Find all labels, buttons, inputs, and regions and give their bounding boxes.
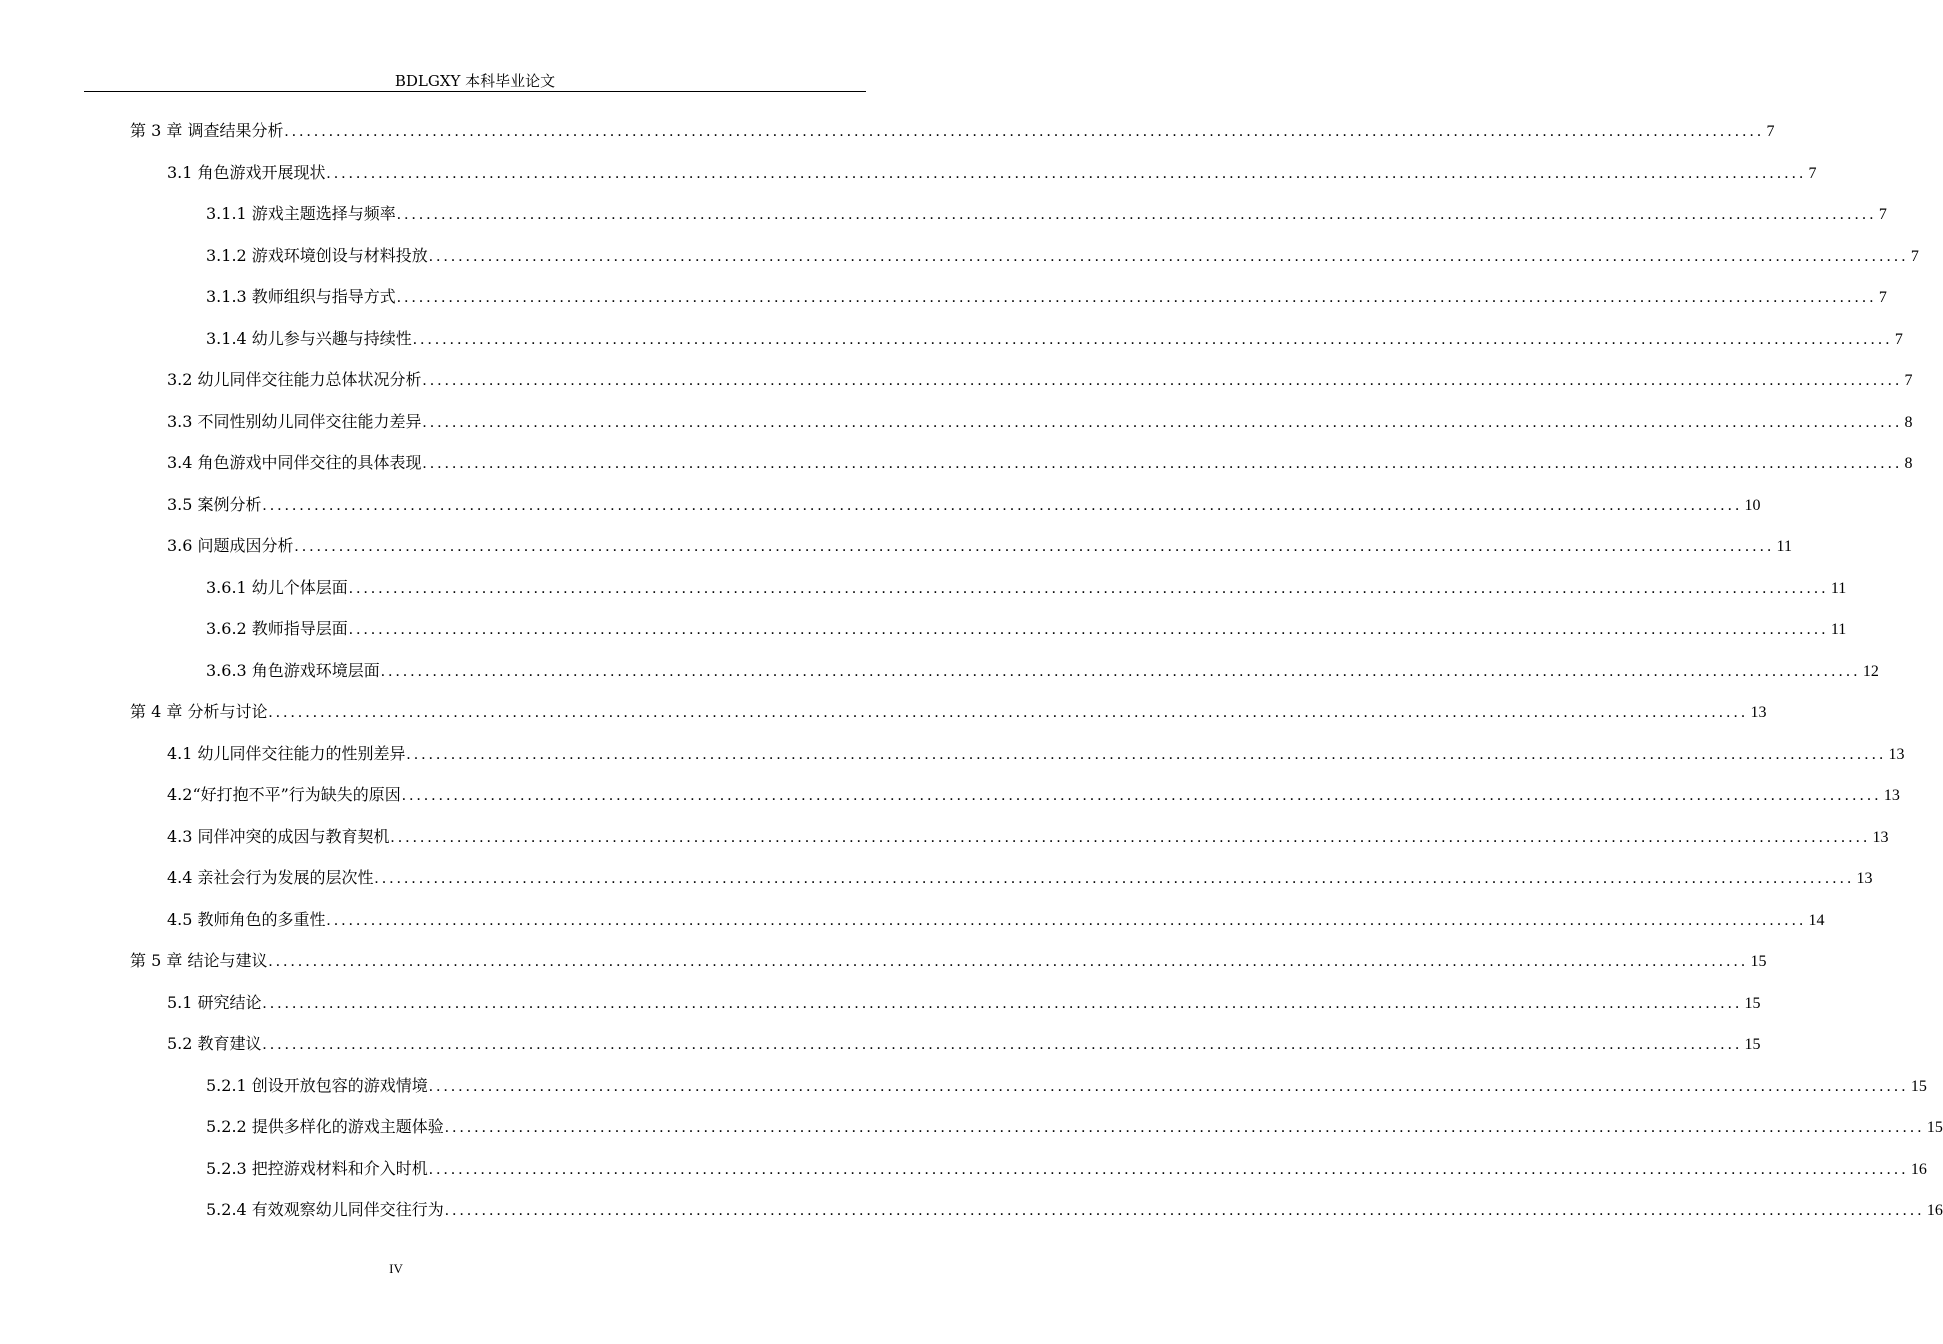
toc-entry[interactable]: [167, 1032, 1761, 1056]
toc-entry[interactable]: [167, 161, 1817, 185]
toc-entry-title: 5.2.2 提供多样化的游戏主题体验: [206, 1117, 444, 1136]
toc-leader-dots: ........................................................................................................................................................................................................: [428, 1160, 1909, 1178]
toc-entry-page: 11: [1830, 579, 1847, 597]
toc-leader-dots: ........................................................................................................................................................................................................: [262, 994, 1743, 1012]
toc-leader-dots: ........................................................................................................................................................................................................: [284, 123, 1765, 140]
toc-entry-page: 15: [1744, 994, 1761, 1012]
toc-entry-title: 3.2 幼儿同伴交往能力总体状况分析: [167, 370, 422, 389]
toc-entry-page: 12: [1862, 662, 1879, 680]
toc-entry[interactable]: [206, 1157, 1927, 1181]
toc-entry[interactable]: [167, 742, 1905, 766]
toc-entry[interactable]: [206, 1198, 1943, 1222]
toc-leader-dots: ........................................................................................................................................................................................................: [348, 579, 1829, 597]
header-rule: [84, 91, 866, 92]
toc-entry-page: 7: [1878, 206, 1887, 223]
toc-entry-title: 5.2 教育建议: [167, 1034, 262, 1053]
toc-leader-dots: ........................................................................................................................................................................................................: [444, 1202, 1925, 1219]
toc-entry-title: 3.6 问题成因分析: [167, 536, 294, 555]
toc-entry-title: 3.4 角色游戏中同伴交往的具体表现: [167, 453, 422, 472]
toc-leader-dots: ........................................................................................................................................................................................................: [374, 870, 1855, 887]
toc-entry-title: 4.1 幼儿同伴交往能力的性别差异: [167, 743, 406, 763]
toc-entry-page: 15: [1750, 953, 1767, 970]
toc-entry-page: 13: [1750, 704, 1767, 721]
toc-entry[interactable]: [206, 1115, 1943, 1139]
toc-entry[interactable]: [206, 202, 1887, 226]
toc-entry-page: 13: [1856, 870, 1873, 887]
toc-entry-title: 5.1 研究结论: [167, 992, 262, 1012]
toc-entry[interactable]: [167, 783, 1900, 807]
toc-leader-dots: ........................................................................................................................................................................................................: [401, 787, 1882, 804]
toc-leader-dots: ........................................................................................................................................................................................................: [412, 330, 1893, 348]
toc-entry-title: 第 5 章 结论与建议: [130, 951, 268, 970]
toc-leader-dots: ........................................................................................................................................................................................................: [262, 1036, 1743, 1053]
toc-entry-page: 16: [1926, 1202, 1943, 1219]
toc-entry[interactable]: [167, 866, 1873, 890]
toc-leader-dots: ........................................................................................................................................................................................................: [428, 1077, 1909, 1095]
toc-entry-title: 4.4 亲社会行为发展的层次性: [167, 868, 374, 887]
toc-entry[interactable]: [206, 1074, 1927, 1098]
toc-leader-dots: ........................................................................................................................................................................................................: [294, 538, 1775, 555]
toc-entry-page: 15: [1910, 1077, 1927, 1095]
toc-leader-dots: ........................................................................................................................................................................................................: [444, 1119, 1925, 1136]
toc-entry-page: 8: [1904, 413, 1913, 431]
toc-entry-title: 5.2.1 创设开放包容的游戏情境: [206, 1075, 428, 1095]
toc-entry-page: 11: [1776, 538, 1792, 555]
toc-entry-page: 15: [1744, 1036, 1761, 1053]
toc-leader-dots: ........................................................................................................................................................................................................: [396, 289, 1877, 306]
toc-entry-title: 3.5 案例分析: [167, 494, 262, 514]
toc-entry[interactable]: [206, 327, 1903, 351]
toc-entry[interactable]: [167, 908, 1825, 932]
toc-entry-page: 16: [1910, 1160, 1927, 1178]
toc-leader-dots: ........................................................................................................................................................................................................: [268, 704, 1749, 721]
toc-leader-dots: ........................................................................................................................................................................................................: [390, 828, 1871, 846]
toc-entry[interactable]: [167, 825, 1889, 849]
toc-leader-dots: ........................................................................................................................................................................................................: [348, 621, 1829, 638]
toc-entry-page: 7: [1878, 289, 1887, 306]
toc-entry[interactable]: [130, 119, 1775, 143]
toc-leader-dots: ........................................................................................................................................................................................................: [422, 372, 1903, 389]
toc-entry[interactable]: [206, 617, 1847, 641]
toc-entry-title: 3.1.1 游戏主题选择与频率: [206, 204, 396, 223]
toc-entry-page: 7: [1894, 330, 1903, 348]
page-number: IV: [389, 1261, 403, 1276]
toc-entry[interactable]: [206, 285, 1887, 309]
toc-leader-dots: ........................................................................................................................................................................................................: [380, 662, 1861, 680]
toc-leader-dots: ........................................................................................................................................................................................................: [268, 953, 1749, 970]
toc-entry-page: 14: [1808, 911, 1825, 929]
toc-entry-page: 13: [1888, 745, 1905, 763]
toc-entry-title: 3.1.2 游戏环境创设与材料投放: [206, 245, 428, 265]
toc-entry-page: 13: [1883, 787, 1900, 804]
toc-entry[interactable]: [167, 534, 1792, 558]
page-header-title: BDLGXY 本科毕业论文: [394, 72, 556, 90]
toc-leader-dots: ........................................................................................................................................................................................................: [262, 496, 1743, 514]
toc-leader-dots: ........................................................................................................................................................................................................: [428, 247, 1909, 265]
toc-entry[interactable]: [167, 368, 1913, 392]
toc-entry[interactable]: [206, 576, 1847, 600]
toc-leader-dots: ........................................................................................................................................................................................................: [396, 206, 1877, 223]
toc-leader-dots: ........................................................................................................................................................................................................: [326, 164, 1807, 182]
toc-entry-page: 10: [1744, 496, 1761, 514]
toc-entry-page: 7: [1904, 372, 1913, 389]
toc-entry-title: 4.3 同伴冲突的成因与教育契机: [167, 826, 390, 846]
toc-entry-title: 第 3 章 调查结果分析: [130, 121, 284, 140]
toc-entry-page: 13: [1872, 828, 1889, 846]
toc-entry[interactable]: [206, 659, 1879, 683]
toc-entry[interactable]: [130, 949, 1767, 973]
toc-entry-title: 5.2.3 把控游戏材料和介入时机: [206, 1158, 428, 1178]
toc-entry-title: 4.5 教师角色的多重性: [167, 909, 326, 929]
toc-entry[interactable]: [167, 410, 1913, 434]
toc-entry-page: 15: [1926, 1119, 1943, 1136]
toc-leader-dots: ........................................................................................................................................................................................................: [422, 413, 1903, 431]
toc-entry[interactable]: [130, 700, 1767, 724]
toc-entry-page: 7: [1910, 247, 1919, 265]
toc-entry[interactable]: [167, 451, 1913, 475]
toc-entry[interactable]: [167, 991, 1761, 1015]
toc-entry-title: 第 4 章 分析与讨论: [130, 702, 268, 721]
toc-entry-page: 11: [1830, 621, 1847, 638]
toc-entry[interactable]: [206, 244, 1919, 268]
toc-entry-title: 3.6.2 教师指导层面: [206, 619, 348, 638]
toc-entry-page: 7: [1808, 164, 1817, 182]
toc-leader-dots: ........................................................................................................................................................................................................: [406, 745, 1887, 763]
toc-entry[interactable]: [167, 493, 1761, 517]
toc-entry-title: 3.6.3 角色游戏环境层面: [206, 660, 380, 680]
toc-entry-title: 4.2“好打抱不平”行为缺失的原因: [167, 785, 401, 804]
toc-entry-title: 5.2.4 有效观察幼儿同伴交往行为: [206, 1200, 444, 1219]
toc-entry-title: 3.1.3 教师组织与指导方式: [206, 287, 396, 306]
toc-leader-dots: ........................................................................................................................................................................................................: [326, 911, 1807, 929]
toc-entry-title: 3.3 不同性别幼儿同伴交往能力差异: [167, 411, 422, 431]
toc-entry-title: 3.1 角色游戏开展现状: [167, 162, 326, 182]
toc-entry-title: 3.6.1 幼儿个体层面: [206, 577, 348, 597]
toc-leader-dots: ........................................................................................................................................................................................................: [422, 455, 1903, 472]
toc-entry-page: 7: [1766, 123, 1775, 140]
toc-entry-title: 3.1.4 幼儿参与兴趣与持续性: [206, 328, 412, 348]
toc-entry-page: 8: [1904, 455, 1913, 472]
